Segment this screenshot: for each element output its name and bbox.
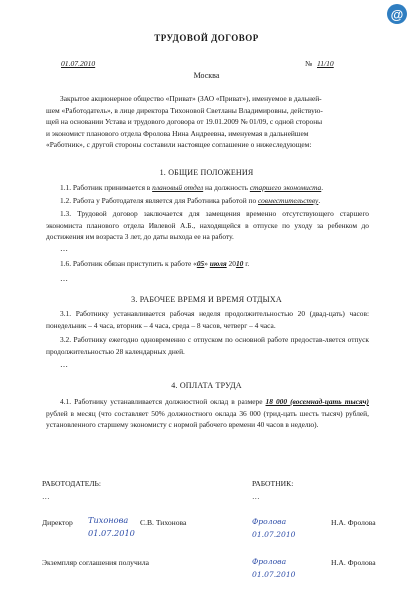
employee-name: Н.А. Фролова [331, 518, 376, 527]
employee-handwritten-date: 01.07.2010 [252, 530, 296, 539]
clause-3-2: 3.2. Работнику ежегодно одновременно с отпуском по основной работе предостав-ляется отпуск продолжительностью 28 календарных дней. [46, 335, 369, 356]
clause-text: 1.2. Работа у Работодателя является для Работника работой по [60, 196, 258, 205]
clause-fill: совместительству [258, 196, 319, 205]
contract-date: 01.07.2010 [61, 59, 96, 68]
contract-number: 11/10 [317, 59, 334, 68]
clause-text: 1.1. Работник принимается в [60, 183, 153, 192]
preamble [46, 93, 369, 151]
clause-fill: плановый отдел [152, 183, 204, 192]
director-name: С.В. Тихонова [140, 518, 187, 527]
employer-label: РАБОТОДАТЕЛЬ: [42, 479, 101, 488]
preamble-line: и экономист планового отдела Фролова Нина Андреевна, именуемая в дальнейшем [46, 128, 309, 138]
clause-text: рублей в месяц (что составляет 50% должностного оклада 36 000 (трид-цать шесть тысяч) рублей, установленного старшему экономисту с нормой рабочего времени 40 часов в неделю). [46, 408, 369, 429]
clause-3-1: 3.1. Работнику устанавливается рабочая неделя продолжительностью 20 (двад-цать) часов: понедельник – 4 часа, вторник – 4 часа, среда – 8 часов, четверг – 4 часа. [46, 309, 369, 330]
contract-city: Москва [193, 71, 220, 80]
clause-text: г. [243, 259, 250, 268]
preamble-line: Закрытое акционерное общество «Приват» (ЗАО «Приват»), именуемое в дальней- [60, 94, 322, 103]
clause-4-1 [46, 396, 369, 431]
ellipsis: … [42, 492, 50, 501]
section-heading: 1. ОБЩИЕ ПОЛОЖЕНИЯ [159, 168, 254, 177]
employee-handwritten-signature: Фролова [252, 517, 287, 526]
clause-1-3: 1.3. Трудовой договор заключается для замещения временно отсутствующего старшего экономиста планового отдела Ивлевой А.Б., находящейся в отпуске по уходу за ребенком до достижения им возраста 3 лет, до даты выхода ее на работу. [46, 209, 369, 241]
clause-text: » [204, 259, 210, 268]
clause-fill: 10 [235, 259, 244, 268]
director-handwritten-signature: Тихонова [88, 515, 129, 525]
clause-1-6 [46, 258, 369, 270]
clause-text: 1.6. Работник обязан приступить к работе « [60, 259, 197, 268]
clause-text: . [321, 183, 324, 192]
director-handwritten-date: 01.07.2010 [88, 528, 135, 538]
preamble-line: щей на основании Устава и трудового договора от 19.01.2009 № 01/09, с одной стороны [46, 117, 323, 126]
copy-handwritten-signature: Фролова [252, 557, 287, 566]
ellipsis: … [60, 274, 68, 283]
copy-handwritten-date: 01.07.2010 [252, 570, 296, 579]
copy-name: Н.А. Фролова [331, 558, 376, 567]
preamble-line: «Работник», с другой стороны составили настоящее соглашение о нижеследующем: [46, 140, 312, 149]
ellipsis: … [252, 492, 260, 501]
clause-fill: старшего экономиста [249, 183, 322, 192]
clause-text: на должность [203, 183, 250, 192]
salary-amount: 18 000 (восемнад-цать тысяч) [265, 397, 369, 406]
document-title: ТРУДОВОЙ ДОГОВОР [154, 33, 259, 43]
copy-received-label: Экземпляр соглашения получила [42, 558, 150, 567]
clause-text: 4.1. Работнику устанавливается должностной оклад в размере [60, 397, 266, 406]
clause-text: 20 [226, 259, 236, 268]
clause-1-2 [46, 195, 369, 207]
preamble-line: шем «Работодатель», в лице директора Тихоновой Светланы Владимировны, действую- [46, 105, 323, 115]
ellipsis: … [60, 360, 68, 369]
section-heading: 3. РАБОЧЕЕ ВРЕМЯ И ВРЕМЯ ОТДЫХА [131, 295, 282, 304]
site-logo-icon: @ [387, 4, 407, 24]
employee-label: РАБОТНИК: [252, 479, 294, 488]
contract-number-label: № [305, 59, 313, 68]
section-heading: 4. ОПЛАТА ТРУДА [171, 381, 242, 390]
clause-text: . [318, 196, 321, 205]
clause-fill: июля [209, 259, 227, 268]
clause-fill: 05 [196, 259, 205, 268]
ellipsis: … [60, 244, 68, 253]
clause-1-1 [46, 182, 369, 194]
director-label: Директор [42, 518, 73, 527]
